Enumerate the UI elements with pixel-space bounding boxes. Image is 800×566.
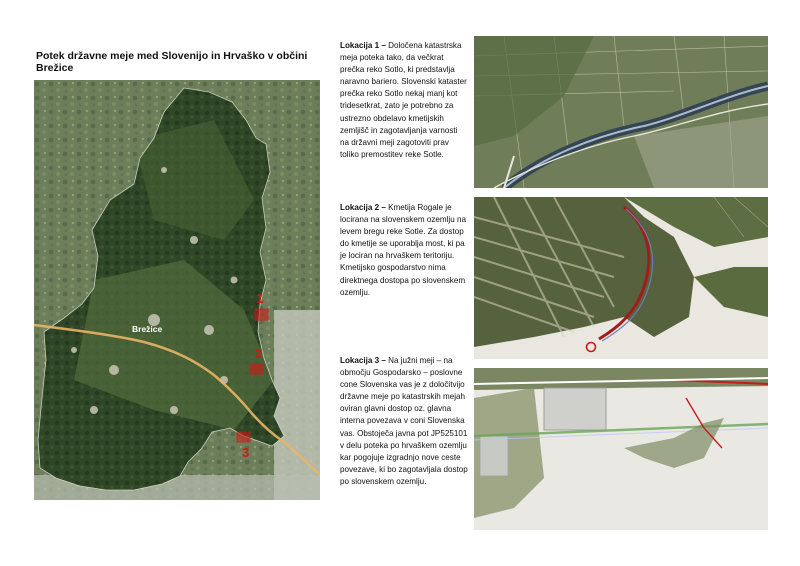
location-2-description: Lokacija 2 – Kmetija Rogale je locirana na slovenskem ozemlju na levem bregu reke Sotle. Za dostop do kmetije se uporablja most, ki pa je lociran na hrvaškem teritoriju. Kmetijsko gospodarstvo nima direktnega dostopa po slovenskem ozemlju. (340, 203, 466, 297)
svg-text:2: 2 (255, 346, 263, 361)
municipality-map[interactable] (34, 80, 320, 500)
location-3-map[interactable] (474, 368, 768, 530)
svg-text:1: 1 (256, 291, 264, 306)
location-1-map[interactable] (474, 36, 768, 188)
map-title: Potek državne meje med Slovenijo in Hrvaško v občini Brežice (36, 50, 308, 74)
location-3-description: Lokacija 3 – Na južni meji – na območju Gospodarsko – poslovne cone Slovenska vas je z določitvijo državne meje po katastrskih mejah oviran glavni dostop oz. glavna interna povezava v coni Slovenska vas. Obstoječa javna pot JP525101 v delu poteka po hrvaškem ozemlju kar pogojuje izgradnjo nove ceste povezave, ki bo zagotavljala dostop po slovenskem ozemlju. (340, 356, 468, 486)
place-label-brezice: Brežice (132, 324, 163, 334)
location-1-description: Lokacija 1 – Določena katastrska meja poteka tako, da večkrat prečka reko Sotlo, ki predstavlja naravno bariero. Slovenski kataster prečka reko Sotlo nekaj manj kot tridesetkrat, zato je potrebno za ustrezno obdelavo kmetijskih zemljišč in zagotavljanja varnosti na državni meji zagotoviti prav toliko premostitev reke Sotle. (340, 41, 467, 159)
location-2-map[interactable] (474, 197, 768, 359)
svg-text:3: 3 (242, 445, 250, 460)
